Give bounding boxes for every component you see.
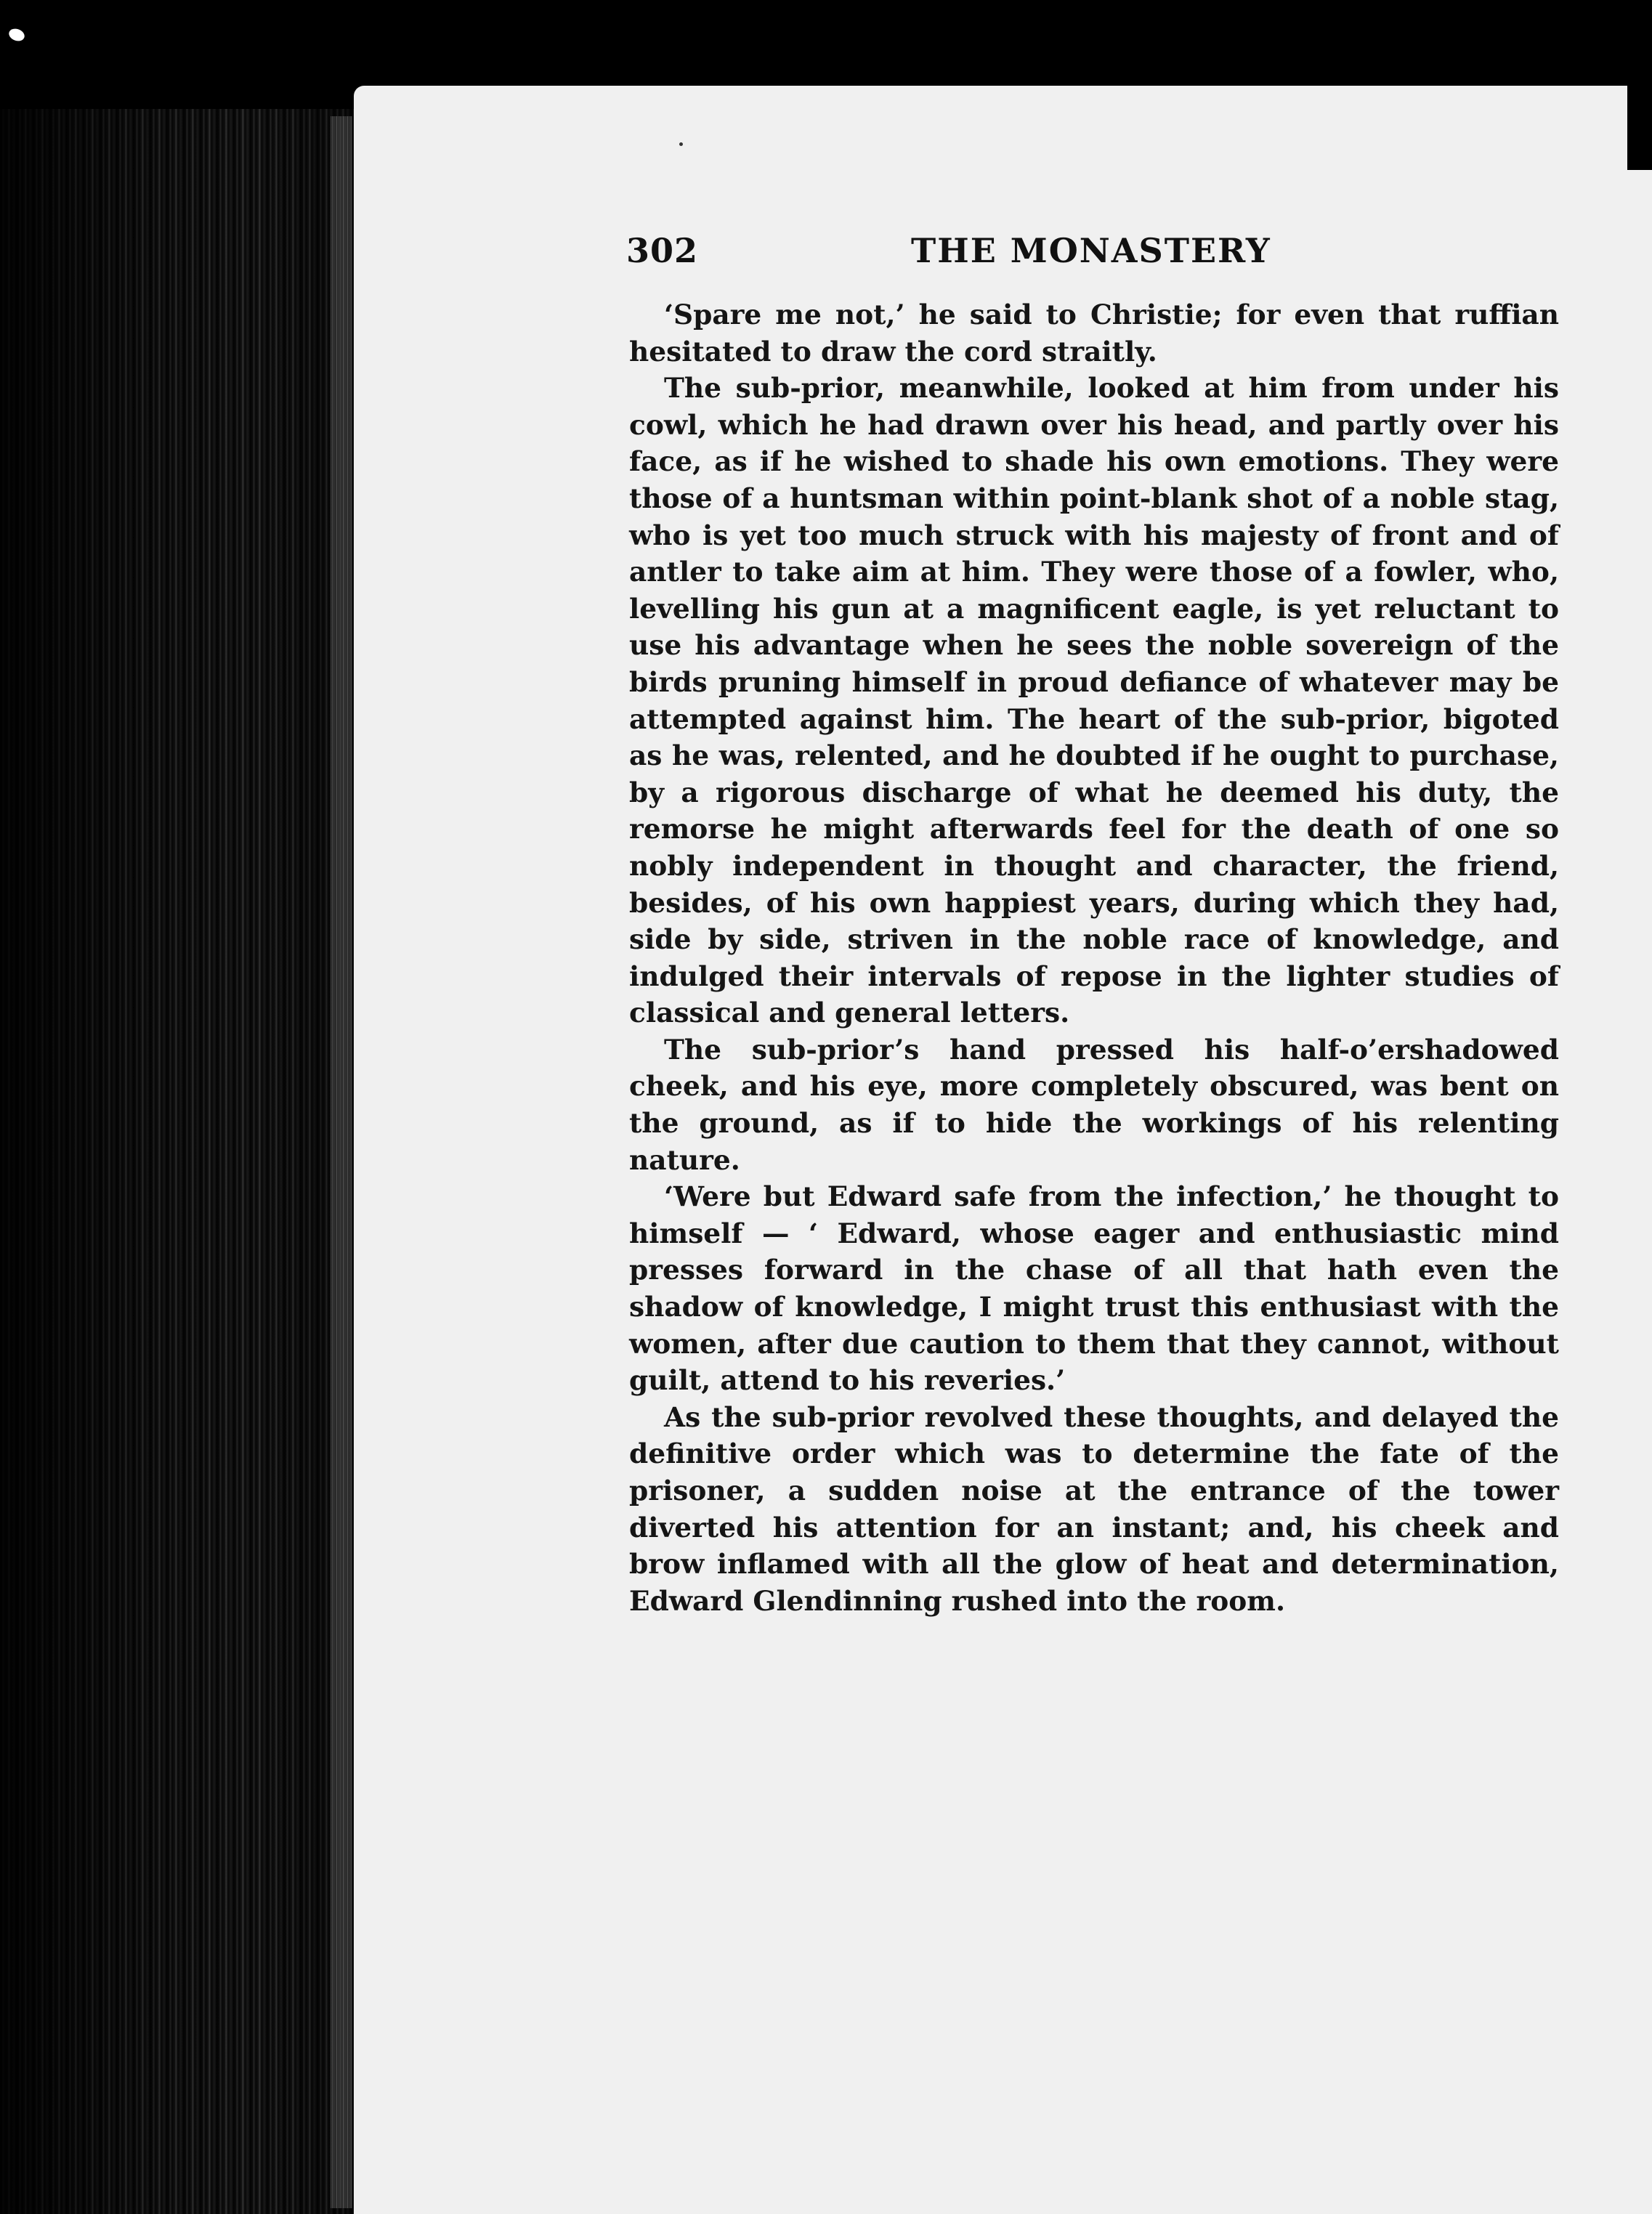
paragraph: ‘Were but Edward safe from the infection,’ he thought to himself — ‘ Edward, whose eager and enthusiastic mind presses forward in the chase of all that hath even the shadow of knowledge, I might trust this enthusiast with the women, after due caution to them that they cannot, without guilt, attend to his reveries.’ bbox=[629, 1180, 1559, 1397]
page-number: 302 bbox=[626, 231, 699, 270]
running-title: THE MONASTERY bbox=[911, 231, 1271, 270]
paragraph: ‘Spare me not,’ he said to Christie; for even that ruffian hesitated to draw the cord straitly. bbox=[629, 299, 1559, 368]
paragraph: As the sub-prior revolved these thoughts, and delayed the definitive order which was to determine the fate of the prisoner, a sudden noise at the entrance of the tower diverted his attention for an instant; and, his cheek and brow inflamed with all the glow of heat and determination, Edward Glendinning rushed into the room. bbox=[629, 1400, 1559, 1617]
body-text bbox=[629, 296, 1559, 1619]
paragraph: The sub-prior, meanwhile, looked at him from under his cowl, which he had drawn over his head, and partly over his face, as if he wished to shade his own emotions. They were those of a huntsman within point-blank shot of a noble stag, who is yet too much struck with his majesty of front and of antler to take aim at him. They were those of a fowler, who, levelling his gun at a magnificent eagle, is yet reluctant to use his advantage when he sees the noble sovereign of the birds pruning himself in proud defiance of whatever may be attempted against him. The heart of the sub-prior, bigoted as he was, relented, and he doubted if he ought to purchase, by a rigorous discharge of what he deemed his duty, the remorse he might afterwards feel for the death of one so nobly independent in thought and character, the friend, besides, of his own happiest years, during which they had, side by side, striven in the noble race of knowledge, and indulged their intervals of repose in the lighter studies of classical and general letters. bbox=[629, 372, 1559, 1029]
paragraph: The sub-prior’s hand pressed his half-o’ershadowed cheek, and his eye, more completely obscured, was bent on the ground, as if to hide the workings of his relenting nature. bbox=[629, 1033, 1559, 1176]
scan-artifact bbox=[7, 27, 26, 44]
ink-speck bbox=[679, 142, 683, 146]
running-head bbox=[626, 231, 1568, 275]
scan-corner-mark bbox=[1627, 86, 1652, 170]
page-edge-highlight bbox=[331, 116, 352, 2208]
page-edge-shadow bbox=[0, 109, 363, 2214]
